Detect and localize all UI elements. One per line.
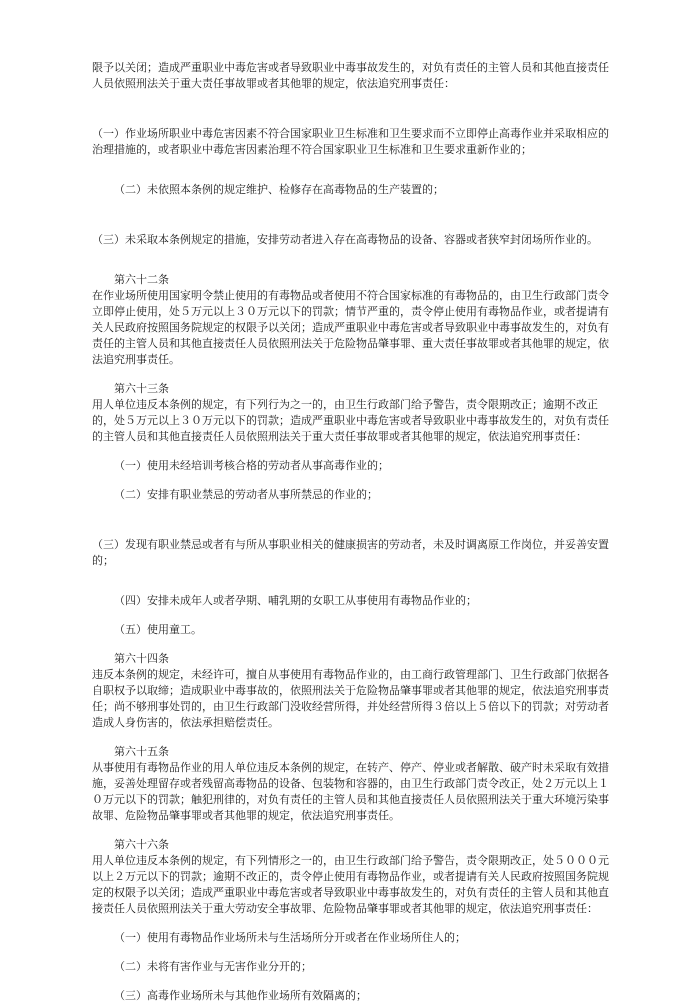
article-body: 用人单位违反本条例的规定，有下列行为之一的，由卫生行政部门给予警告，责令限期改正；逾期不改正的，处５万元以上３０万元以下的罚款；造成严重职业中毒危害或者导致职业中毒事故发生的，对负有责任的主管人员和其他直接责任人员依照刑法关于重大责任事故罪或者其他罪的规定，依法追究刑事责任： xyxy=(92,398,609,443)
article-heading: 第六十二条 xyxy=(114,273,169,286)
clause-item: （一）作业场所职业中毒危害因素不符合国家职业卫生标准和卫生要求而不立即停止高毒作业并采取相应的治理措施的，或者职业中毒危害因素治理不符合国家职业卫生标准和卫生要求重新作业的； xyxy=(92,127,609,156)
clause-item: （一）使用未经培训考核合格的劳动者从事高毒作业的； xyxy=(114,459,389,472)
clause-item: （二）安排有职业禁忌的劳动者从事所禁忌的作业的； xyxy=(114,488,378,501)
clause-item: （二）未将有害作业与无害作业分开的； xyxy=(114,960,312,973)
article-heading: 第六十五条 xyxy=(114,745,169,758)
article-body: 从事使用有毒物品作业的用人单位违反本条例的规定，在转产、停产、停业或者解散、破产时未采取有效措施，妥善处理留存或者残留高毒物品的设备、包装物和容器的，由卫生行政部门责令改正，处２万元以上１０万元以下的罚款；触犯刑律的，对负有责任的主管人员和其他直接责任人员依照刑法关于重大环境污染事故罪、危险物品肇事罪或者其他罪的规定，依法追究刑事责任。 xyxy=(92,761,609,822)
article-heading: 第六十四条 xyxy=(114,652,169,665)
article-heading: 第六十六条 xyxy=(114,838,169,851)
clause-item: （三）未采取本条例规定的措施，安排劳动者进入存在高毒物品的设备、容器或者狭窄封闭场所作业的。 xyxy=(92,233,598,246)
article-body: 用人单位违反本条例的规定，有下列情形之一的，由卫生行政部门给予警告，责令限期改正，处５０００元以上２万元以下的罚款；逾期不改正的，责令停止使用有毒物品作业，或者提请有关人民政府按照国务院规定的权限予以关闭；造成严重职业中毒危害或者导致职业中毒事故发生的，对负有责任的主管人员和其他直接责任人员依照刑法关于重大劳动安全事故罪、危险物品肇事罪或者其他罪的规定，依法追究刑事责任： xyxy=(92,854,609,915)
paragraph-continuation: 限予以关闭；造成严重职业中毒危害或者导致职业中毒事故发生的，对负有责任的主管人员和其他直接责任人员依照刑法关于重大责任事故罪或者其他罪的规定，依法追究刑事责任： xyxy=(92,61,609,90)
clause-item: （二）未依照本条例的规定维护、检修存在高毒物品的生产装置的； xyxy=(114,183,444,196)
document-page xyxy=(92,60,616,1004)
clause-item: （四）安排未成年人或者孕期、哺乳期的女职工从事使用有毒物品作业的； xyxy=(114,594,477,607)
article-body: 在作业场所使用国家明令禁止使用的有毒物品或者使用不符合国家标准的有毒物品的，由卫生行政部门责令立即停止使用，处５万元以上３０万元以下的罚款；情节严重的，责令停止使用有毒物品作业，或者提请有关人民政府按照国务院规定的权限予以关闭；造成严重职业中毒危害或者导致职业中毒事故发生的，对负有责任的主管人员和其他直接责任人员依照刑法关于危险物品肇事罪、重大责任事故罪或者其他罪的规定，依法追究刑事责任。 xyxy=(92,289,609,366)
article-heading: 第六十三条 xyxy=(114,382,169,395)
clause-item: （一）使用有毒物品作业场所未与生活场所分开或者在作业场所住人的； xyxy=(114,931,466,944)
article-body: 违反本条例的规定，未经许可，擅自从事使用有毒物品作业的，由工商行政管理部门、卫生行政部门依据各自职权予以取缔；造成职业中毒事故的，依照刑法关于危险物品肇事罪或者其他罪的规定，依法追究刑事责任；尚不够刑事处罚的，由卫生行政部门没收经营所得，并处经营所得３倍以上５倍以下的罚款；对劳动者造成人身伤害的，依法承担赔偿责任。 xyxy=(92,668,609,729)
clause-item: （三）发现有职业禁忌或者有与所从事职业相关的健康损害的劳动者，未及时调离原工作岗位，并妥善安置的； xyxy=(92,538,609,567)
clause-item: （三）高毒作业场所未与其他作业场所有效隔离的； xyxy=(114,989,367,1002)
clause-item: （五）使用童工。 xyxy=(114,623,202,636)
